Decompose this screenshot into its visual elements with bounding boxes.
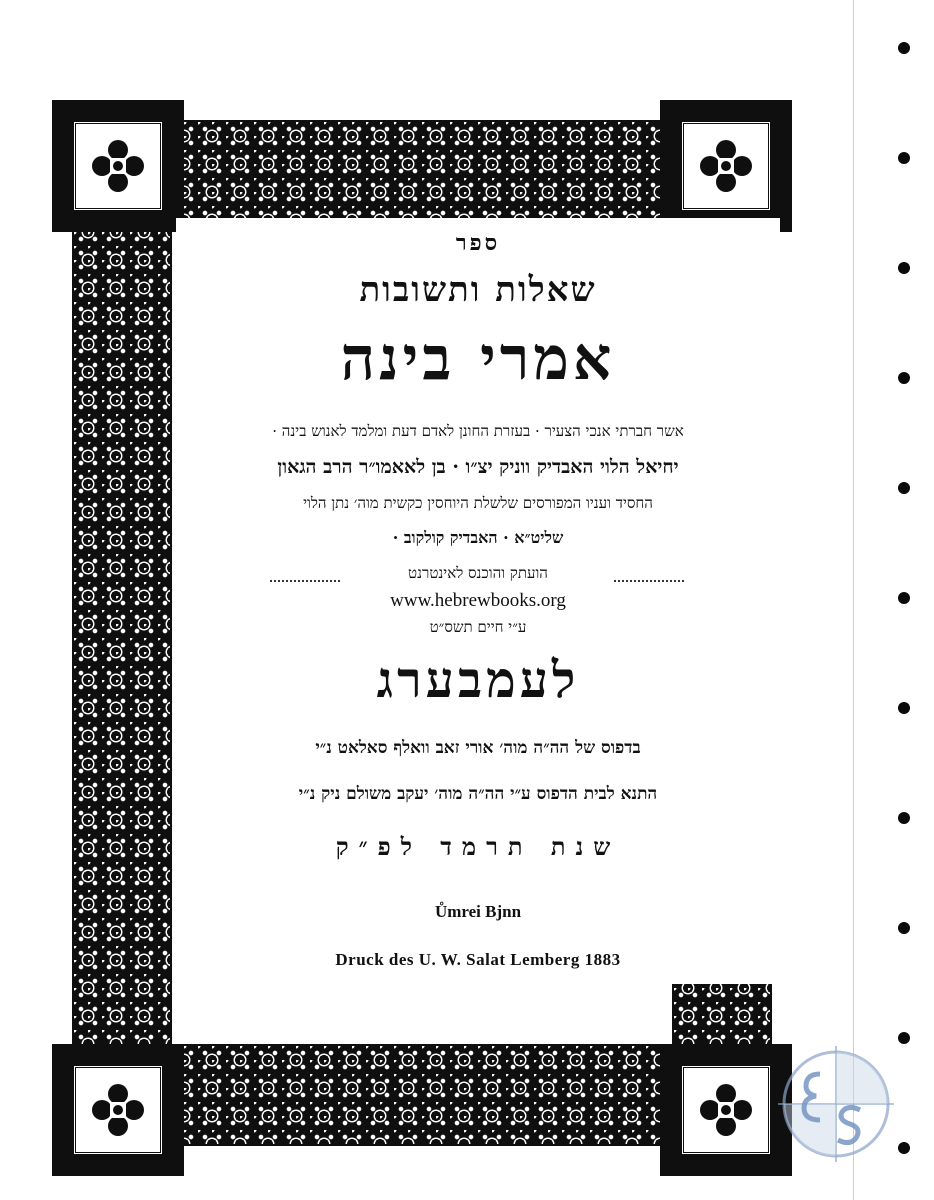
binder-hole	[898, 1032, 910, 1044]
book-title: אמרי בינה	[340, 324, 616, 394]
quatrefoil-ornament-icon	[90, 1082, 146, 1138]
city-name: לעמבערג	[376, 650, 580, 709]
latin-title: Ůmrei Bjnn	[434, 902, 522, 921]
author-line-4: שליט״א · האבדיק קולקוב ·	[392, 528, 564, 547]
binder-hole	[898, 262, 910, 274]
border-corner-bottom-right	[660, 1044, 792, 1176]
author-line-3: החסיד ועניו המפורסים שלשלת היוחסין כקשית מוה׳ נתן הלוי	[303, 494, 653, 512]
quatrefoil-ornament-icon	[90, 138, 146, 194]
binder-hole	[898, 1142, 910, 1154]
printer-line: בדפוס של הה״ה מוה׳ אורי זאב וואלף סאלאט נ״י	[315, 738, 641, 758]
quatrefoil-ornament-icon	[698, 138, 754, 194]
binder-hole	[898, 922, 910, 934]
binder-hole	[898, 42, 910, 54]
quatrefoil-ornament-icon	[698, 1082, 754, 1138]
border-band-bottom	[170, 1046, 674, 1144]
digitized-by: ע״י חיים תשס״ט	[429, 618, 527, 636]
binder-hole	[898, 482, 910, 494]
binder-hole	[898, 372, 910, 384]
border-band-top	[170, 122, 674, 218]
typesetter-line: התנא לבית הדפוס ע״י הה״ה מוה׳ יעקב משולם ניק נ״י	[298, 784, 658, 804]
year-line: שנת תרמד לפ״ק	[335, 832, 621, 861]
website-link: www.hebrewbooks.org	[390, 590, 566, 611]
es-watermark-seal-icon	[776, 1044, 896, 1164]
author-line-1: אשר חברתי אנכי הצעיר · בעזרת החונן לאדם דעת ומלמד לאנוש בינה ·	[272, 422, 684, 440]
page-fold-line	[853, 0, 854, 1200]
binder-hole	[898, 592, 910, 604]
latin-imprint: Druck des U. W. Salat Lemberg 1883	[335, 950, 621, 969]
border-band-left	[74, 218, 170, 1046]
book-subtitle: שאלות ותשובות	[359, 270, 597, 310]
border-corner-top-left	[52, 100, 184, 232]
author-line-2: יחיאל הלוי האבדיק ווניק יצ״ו · בן לאאמו״ר הרב הגאון	[277, 456, 679, 478]
border-corner-top-right	[660, 100, 792, 232]
binder-hole	[898, 702, 910, 714]
binder-holes	[898, 0, 918, 1200]
binder-hole	[898, 152, 910, 164]
internet-note: הועתק והוכנס לאינטרנט	[408, 564, 548, 582]
sefer-label: ספר	[455, 230, 501, 256]
border-corner-bottom-left	[52, 1044, 184, 1176]
title-panel	[176, 218, 780, 984]
binder-hole	[898, 812, 910, 824]
